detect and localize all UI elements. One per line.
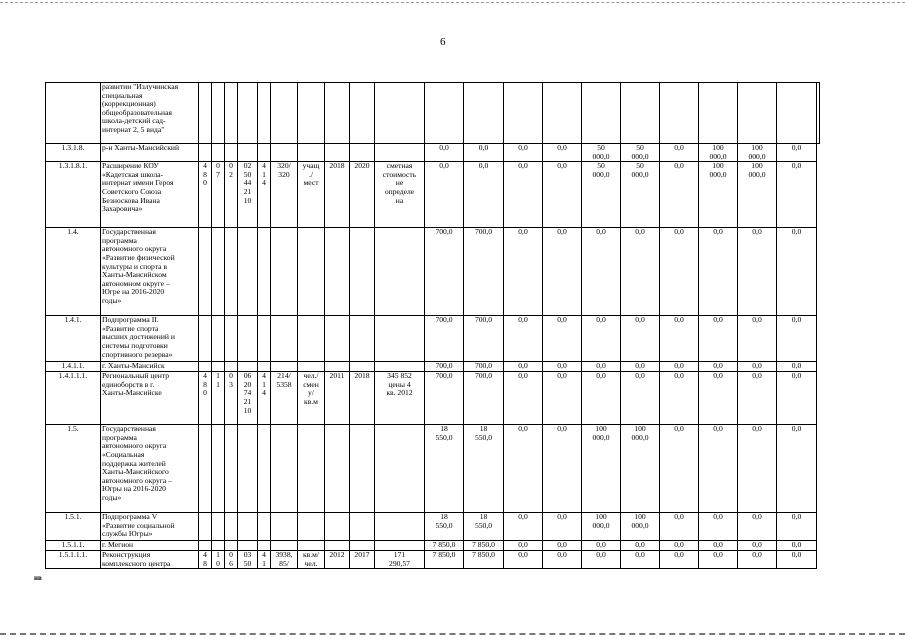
table-cell: 0,0: [621, 362, 660, 372]
table-cell: сметная стоимость не определе на: [375, 162, 425, 228]
table-cell: 2017: [350, 551, 375, 569]
table-cell: 0,0: [699, 316, 738, 362]
row-number-cell: 1.4.1.: [46, 316, 101, 362]
table-cell: 2020: [350, 162, 375, 228]
table-cell: 0,0: [738, 228, 777, 316]
table-cell: 03 50: [238, 551, 258, 569]
table-cell: [271, 144, 298, 162]
table-cell: 0,0: [504, 541, 543, 551]
row-name-cell: развитии "Излучинская специальная (коррекционная) общеобразовательная школа-детский сад- интернат 2, 5 вида": [101, 83, 199, 144]
table-cell: [777, 83, 817, 144]
table-cell: 320/ 320: [271, 162, 298, 228]
table-cell: 100 000,0: [582, 513, 621, 541]
table-cell: 18 550,0: [464, 425, 504, 513]
table-cell: 0,0: [738, 551, 777, 569]
table-cell: 700,0: [464, 362, 504, 372]
table-row: [46, 316, 820, 362]
table-cell: [298, 362, 325, 372]
table-cell: 18 550,0: [464, 513, 504, 541]
row-number-cell: 1.4.1.1.1.: [46, 372, 101, 425]
table-cell: 0,0: [660, 551, 699, 569]
table-cell: [582, 83, 621, 144]
table-cell: 0,0: [621, 316, 660, 362]
table-cell: [271, 83, 298, 144]
table-cell: 100 000,0: [738, 144, 777, 162]
table-cell: [238, 316, 258, 362]
table-cell: 0,0: [621, 541, 660, 551]
table-cell: 0,0: [504, 425, 543, 513]
table-cell: 0,0: [621, 372, 660, 425]
table-cell: 4 1 4: [258, 372, 271, 425]
table-cell: 0,0: [738, 513, 777, 541]
table-cell: 100 000,0: [738, 162, 777, 228]
table-cell: 0,0: [738, 362, 777, 372]
table-cell: [199, 541, 212, 551]
table-cell: [350, 316, 375, 362]
table-cell: [212, 228, 225, 316]
table-row: [46, 551, 820, 569]
table-cell: 1 1: [212, 372, 225, 425]
table-cell: 700,0: [425, 228, 464, 316]
table-cell: [660, 83, 699, 144]
table-cell: [621, 83, 660, 144]
table-cell: [212, 425, 225, 513]
table-cell: кв.м/ чел.: [298, 551, 325, 569]
table-cell: 0,0: [660, 162, 699, 228]
table-cell: [212, 513, 225, 541]
table-cell: [212, 316, 225, 362]
table-cell: 0,0: [621, 551, 660, 569]
table-cell: [375, 228, 425, 316]
table-cell: [199, 144, 212, 162]
row-number-cell: 1.5.1.1.: [46, 541, 101, 551]
table-cell: 7 850,0: [425, 551, 464, 569]
table-cell: 0,0: [425, 162, 464, 228]
table-cell: [375, 541, 425, 551]
table-cell: [271, 425, 298, 513]
top-border-line: [0, 2, 905, 3]
table-cell: [375, 144, 425, 162]
table-cell: [238, 541, 258, 551]
table-cell: [271, 228, 298, 316]
table-cell: 2012: [325, 551, 350, 569]
table-cell: 0,0: [543, 541, 582, 551]
table-cell: 700,0: [425, 316, 464, 362]
table-cell: 0,0: [582, 362, 621, 372]
table-cell: 0,0: [660, 144, 699, 162]
table-cell: 0,0: [660, 372, 699, 425]
table-cell: 100 000,0: [582, 425, 621, 513]
table-cell: 0,0: [699, 541, 738, 551]
table-cell: 700,0: [464, 228, 504, 316]
table-cell: [258, 425, 271, 513]
row-number-cell: 1.3.1.8.: [46, 144, 101, 162]
row-number-cell: 1.5.1.1.1.: [46, 551, 101, 569]
table-cell: [258, 362, 271, 372]
table-cell: 0,0: [660, 513, 699, 541]
table-cell: 0,0: [660, 541, 699, 551]
table-cell: 0,0: [504, 513, 543, 541]
table-cell: [225, 425, 238, 513]
table-cell: 0,0: [777, 513, 817, 541]
footer-mark: нв: [34, 574, 42, 582]
bottom-border-line: [0, 633, 905, 635]
table-cell: [271, 541, 298, 551]
table-cell: 50 000,0: [582, 144, 621, 162]
table-cell: [258, 83, 271, 144]
table-cell: 50 000,0: [582, 162, 621, 228]
table-cell: 4 8 0: [199, 162, 212, 228]
table-cell: 0,0: [543, 513, 582, 541]
table-cell: 0,0: [582, 316, 621, 362]
table-cell: 7 850,0: [464, 541, 504, 551]
table-cell: [298, 83, 325, 144]
table-cell: 02 50 44 21 10: [238, 162, 258, 228]
table-cell: 0,0: [777, 316, 817, 362]
table-cell: [350, 144, 375, 162]
table-cell: [212, 541, 225, 551]
row-name-cell: г. Ханты-Мансийск: [101, 362, 199, 372]
table-cell: [375, 425, 425, 513]
table-cell: 0,0: [543, 144, 582, 162]
row-number-cell: 1.3.1.8.1.: [46, 162, 101, 228]
table-cell: [298, 513, 325, 541]
table-cell: 0,0: [543, 228, 582, 316]
investment-table: [45, 82, 820, 569]
row-name-cell: Региональный центр единоборств в г. Ханты-Мансийске: [101, 372, 199, 425]
table-cell: [225, 316, 238, 362]
table-cell: учащ ./ мест: [298, 162, 325, 228]
table-cell: 0,0: [582, 541, 621, 551]
table-cell: [699, 83, 738, 144]
table-cell: 7 850,0: [425, 541, 464, 551]
table-cell: 0,0: [699, 513, 738, 541]
table-cell: [375, 513, 425, 541]
table-cell: 100 000,0: [699, 144, 738, 162]
table-cell: [350, 513, 375, 541]
table-cell: 171 290,57: [375, 551, 425, 569]
table-row: [46, 425, 820, 513]
row-number-cell: 1.4.1.1.: [46, 362, 101, 372]
table-cell: [375, 316, 425, 362]
table-cell: 0,0: [699, 362, 738, 372]
table-cell: 0,0: [543, 551, 582, 569]
table-cell: 0,0: [543, 162, 582, 228]
table-cell: [258, 541, 271, 551]
table-cell: 0,0: [660, 425, 699, 513]
table-cell: 0,0: [504, 362, 543, 372]
table-cell: [199, 513, 212, 541]
table-cell: 0,0: [777, 541, 817, 551]
table-row: [46, 362, 820, 372]
table-cell: 700,0: [425, 372, 464, 425]
table-cell: [298, 316, 325, 362]
table-row: [46, 372, 820, 425]
table-cell: [238, 228, 258, 316]
table-cell: [225, 541, 238, 551]
table-cell: 0,0: [738, 372, 777, 425]
table-cell: 0,0: [699, 551, 738, 569]
table-cell: 0,0: [504, 144, 543, 162]
table-cell: 0,0: [777, 425, 817, 513]
table-cell: [258, 144, 271, 162]
table-cell: [817, 83, 820, 144]
table-cell: [199, 228, 212, 316]
table-cell: [375, 362, 425, 372]
table-cell: [464, 83, 504, 144]
table-cell: 1 0: [212, 551, 225, 569]
table-cell: 0,0: [738, 425, 777, 513]
table-cell: 0 6: [225, 551, 238, 569]
table-cell: 0,0: [582, 551, 621, 569]
table-cell: 0,0: [504, 228, 543, 316]
table-cell: [238, 144, 258, 162]
row-name-cell: Подпрограмма II. «Развитие спорта высших достижений и системы подготовки спортивного резерва»: [101, 316, 199, 362]
table-cell: 0,0: [777, 162, 817, 228]
table-cell: 0,0: [504, 551, 543, 569]
table-cell: [738, 83, 777, 144]
table-row: [46, 144, 820, 162]
table-cell: [225, 228, 238, 316]
table-cell: [199, 316, 212, 362]
table-cell: 0,0: [464, 144, 504, 162]
table-cell: 0 3: [225, 372, 238, 425]
table-cell: 0,0: [660, 228, 699, 316]
table-cell: [225, 144, 238, 162]
table-cell: [350, 228, 375, 316]
table-cell: 50 000,0: [621, 162, 660, 228]
table-cell: [258, 228, 271, 316]
table-cell: 4 8: [199, 551, 212, 569]
table-cell: [325, 316, 350, 362]
table-cell: [225, 513, 238, 541]
table-cell: 100 000,0: [621, 425, 660, 513]
page-number: 6: [440, 36, 446, 48]
table-cell: 100 000,0: [699, 162, 738, 228]
table-cell: 700,0: [464, 316, 504, 362]
table-cell: 700,0: [464, 372, 504, 425]
table-cell: [212, 144, 225, 162]
table-cell: 0,0: [504, 372, 543, 425]
table-row: [46, 162, 820, 228]
table-cell: 50 000,0: [621, 144, 660, 162]
table-cell: 0 2: [225, 162, 238, 228]
table-cell: [199, 362, 212, 372]
table-cell: 0,0: [543, 425, 582, 513]
row-number-cell: 1.5.: [46, 425, 101, 513]
table-cell: 4 8 0: [199, 372, 212, 425]
row-name-cell: р-н Ханты-Мансийский: [101, 144, 199, 162]
table-cell: [271, 362, 298, 372]
table-cell: [543, 83, 582, 144]
table-cell: [325, 362, 350, 372]
row-number-cell: 1.5.1.: [46, 513, 101, 541]
table-cell: 18 550,0: [425, 425, 464, 513]
table-cell: [212, 362, 225, 372]
table-cell: 100 000,0: [621, 513, 660, 541]
table-cell: 18 550,0: [425, 513, 464, 541]
table-cell: [238, 425, 258, 513]
row-name-cell: Расширение КОУ «Кадетская школа- интернат имени Героя Советского Союза Безноскова Ивана Захаровича»: [101, 162, 199, 228]
table-cell: [325, 228, 350, 316]
table-cell: 0,0: [738, 316, 777, 362]
table-cell: 7 850,0: [464, 551, 504, 569]
table-cell: 0,0: [582, 228, 621, 316]
table-cell: 0,0: [699, 425, 738, 513]
table-cell: 0,0: [543, 362, 582, 372]
table-cell: 0,0: [777, 551, 817, 569]
table-cell: 0,0: [777, 372, 817, 425]
table-cell: [271, 316, 298, 362]
table-cell: [325, 425, 350, 513]
table-cell: 0,0: [621, 228, 660, 316]
table-cell: 214/ 5358: [271, 372, 298, 425]
table-cell: [375, 83, 425, 144]
row-number-cell: [46, 83, 101, 144]
table-cell: 0,0: [777, 144, 817, 162]
table-cell: 06 20 74 21 10: [238, 372, 258, 425]
table-row: [46, 228, 820, 316]
table-cell: [238, 513, 258, 541]
table-cell: 2018: [350, 372, 375, 425]
table-cell: 0,0: [738, 541, 777, 551]
table-cell: [225, 362, 238, 372]
table-cell: [238, 83, 258, 144]
table-cell: [199, 83, 212, 144]
table-cell: [325, 541, 350, 551]
table-cell: 0 7: [212, 162, 225, 228]
row-number-cell: 1.4.: [46, 228, 101, 316]
table-cell: [350, 362, 375, 372]
table-cell: [325, 83, 350, 144]
table-cell: 0,0: [699, 228, 738, 316]
table-cell: [325, 144, 350, 162]
table-cell: 2018: [325, 162, 350, 228]
table-cell: 345 852 цены 4 кв. 2012: [375, 372, 425, 425]
table-cell: 0,0: [464, 162, 504, 228]
table-cell: [350, 541, 375, 551]
row-name-cell: Подпрограмма V «Развитие социальной службы Югры»: [101, 513, 199, 541]
table-cell: [298, 541, 325, 551]
table-cell: 0,0: [777, 362, 817, 372]
table-cell: [238, 362, 258, 372]
table-cell: 4 1 4: [258, 162, 271, 228]
table-row: [46, 541, 820, 551]
table-cell: 0,0: [777, 228, 817, 316]
table-cell: 0,0: [504, 316, 543, 362]
table-cell: [271, 513, 298, 541]
table-cell: 2011: [325, 372, 350, 425]
row-name-cell: Государственная программа автономного округа «Социальная поддержка жителей Ханты-Мансийского автономного округа – Югры на 2016-2020 годы»: [101, 425, 199, 513]
table-cell: 0,0: [543, 316, 582, 362]
table-cell: [298, 228, 325, 316]
table-cell: 0,0: [660, 362, 699, 372]
table-cell: [258, 316, 271, 362]
table-cell: 0,0: [425, 144, 464, 162]
table-cell: 0,0: [504, 162, 543, 228]
table-cell: 700,0: [425, 362, 464, 372]
row-name-cell: Реконструкция комплексного центра: [101, 551, 199, 569]
table-cell: [225, 83, 238, 144]
table-cell: 0,0: [582, 372, 621, 425]
table-cell: 0,0: [543, 372, 582, 425]
table-cell: [325, 513, 350, 541]
table-cell: [350, 83, 375, 144]
table-cell: чел./ смен у/ кв.м: [298, 372, 325, 425]
table-cell: 0,0: [699, 372, 738, 425]
table-cell: [298, 144, 325, 162]
table-cell: [350, 425, 375, 513]
table-cell: [258, 513, 271, 541]
table-cell: 3938, 85/: [271, 551, 298, 569]
table-cell: [298, 425, 325, 513]
table-row: [46, 83, 820, 144]
table-cell: [199, 425, 212, 513]
table-cell: [212, 83, 225, 144]
table-cell: [425, 83, 464, 144]
row-name-cell: г. Мегион: [101, 541, 199, 551]
row-name-cell: Государственная программа автономного округа «Развитие физической культуры и спорта в Ханты-Мансийском автономном округе – Югре на 2016-2020 годы»: [101, 228, 199, 316]
table-cell: [504, 83, 543, 144]
table-cell: 4 1: [258, 551, 271, 569]
table-row: [46, 513, 820, 541]
table-cell: 0,0: [660, 316, 699, 362]
